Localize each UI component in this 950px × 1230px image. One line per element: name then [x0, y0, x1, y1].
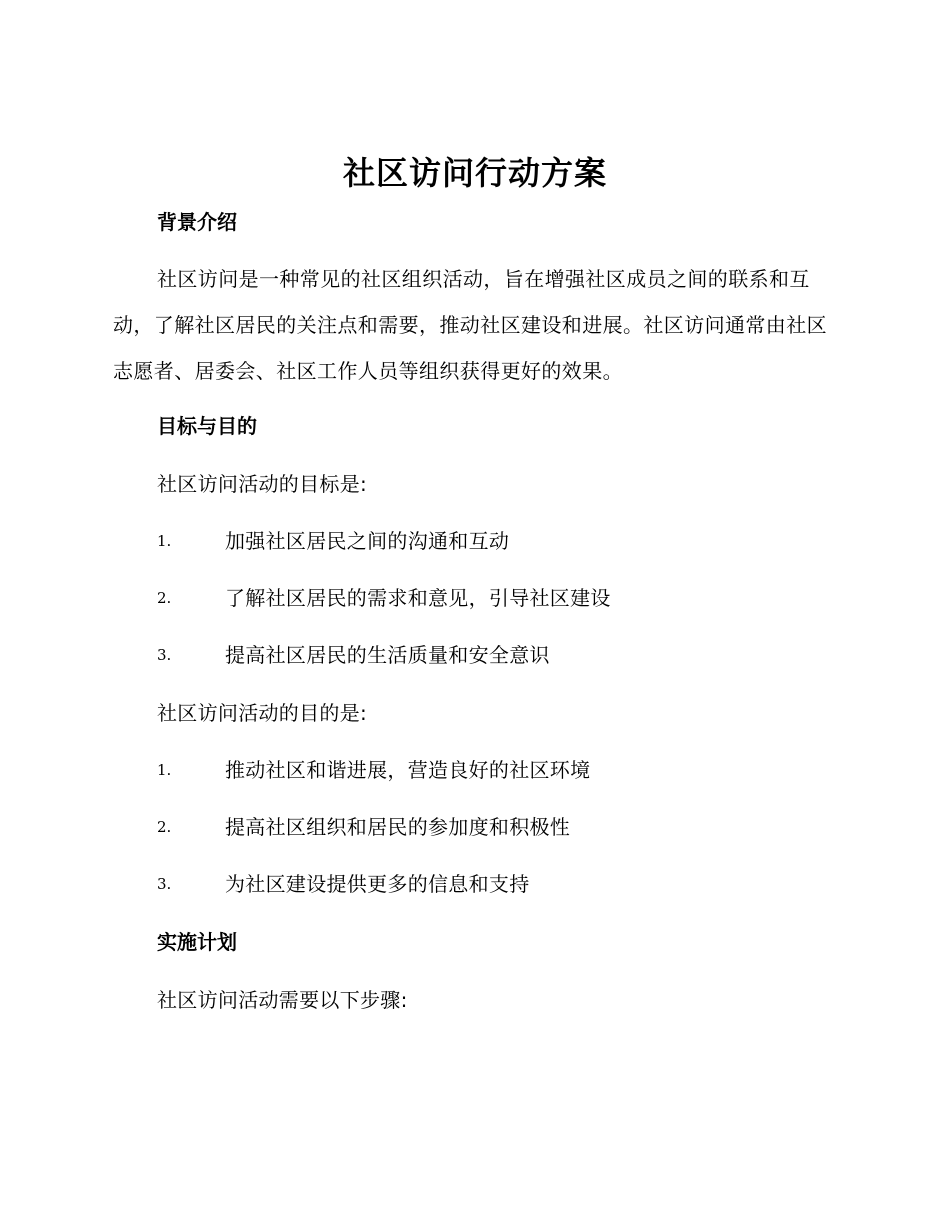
list-item-number: 1.: [157, 532, 172, 550]
section-heading-goals: 目标与目的: [157, 414, 257, 438]
list-item-number: 2.: [157, 818, 172, 836]
list-item-text: 加强社区居民之间的沟通和互动: [225, 529, 510, 553]
document-title: 社区访问行动方案: [342, 154, 607, 192]
list-item-number: 3.: [157, 646, 172, 664]
goal-intro: 社区访问活动的目标是:: [157, 472, 368, 496]
list-item-text: 推动社区和谐进展，营造良好的社区环境: [225, 758, 591, 782]
list-item-text: 了解社区居民的需求和意见，引导社区建设: [225, 586, 611, 610]
list-item-number: 3.: [157, 875, 172, 893]
list-item-number: 2.: [157, 589, 172, 607]
list-item-text: 为社区建设提供更多的信息和支持: [225, 872, 530, 896]
section-heading-background: 背景介绍: [157, 210, 237, 234]
plan-intro: 社区访问活动需要以下步骤:: [157, 988, 408, 1012]
list-item-text: 提高社区居民的生活质量和安全意识: [225, 643, 550, 667]
purpose-intro: 社区访问活动的目的是:: [157, 701, 368, 725]
list-item-number: 1.: [157, 761, 172, 779]
section-heading-plan: 实施计划: [157, 930, 237, 954]
list-item-text: 提高社区组织和居民的参加度和积极性: [225, 815, 571, 839]
background-paragraph: 社区访问是一种常见的社区组织活动，旨在增强社区成员之间的联系和互动，了解社区居民的关注点和需要，推动社区建设和进展。社区访问通常由社区志愿者、居委会、社区工作人员等组织获得更好的效果。: [113, 267, 827, 383]
